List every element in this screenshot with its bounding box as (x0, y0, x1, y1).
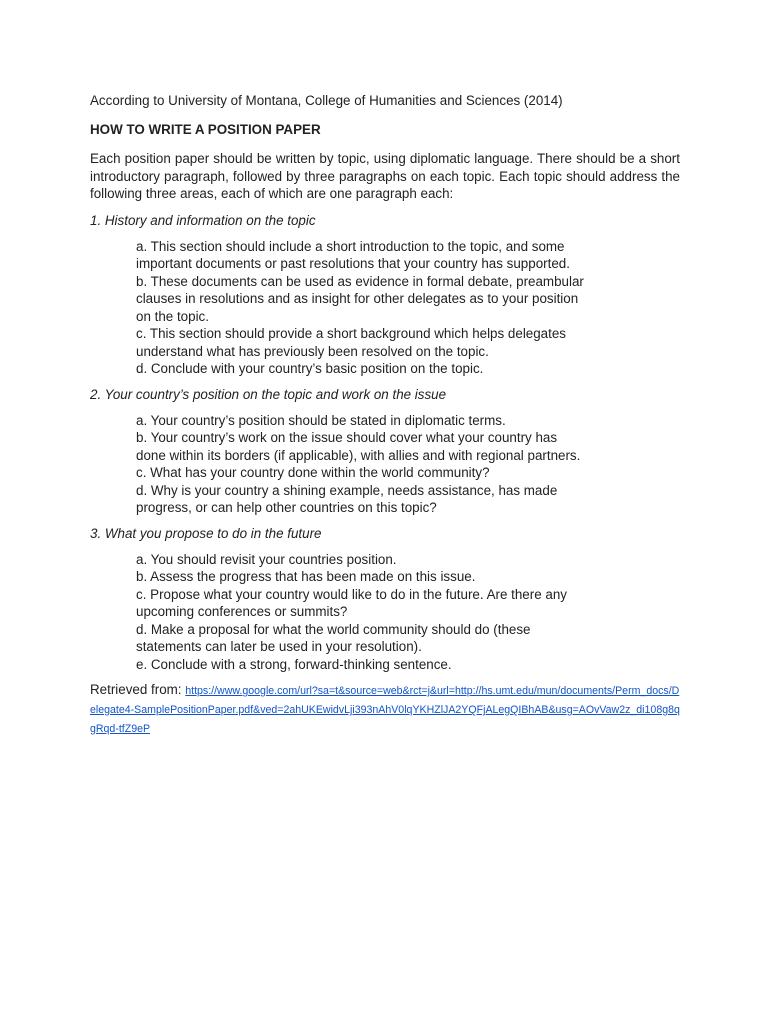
list-item: c. What has your country done within the world community? (136, 465, 490, 480)
source-line: According to University of Montana, College of Humanities and Sciences (2014) (90, 93, 563, 108)
intro-paragraph: Each position paper should be written by topic, using diplomatic language. There should be a short introductory paragraph, followed by three paragraphs on each topic. Each topic should address the following three areas, each of which are one paragraph each: (90, 151, 680, 201)
list-item: b. Your country’s work on the issue should cover what your country has done within its borders (if applicable), with allies and with regional partners. (136, 430, 581, 463)
list-item: c. Propose what your country would like to do in the future. Are there any upcoming conferences or summits? (136, 586, 567, 619)
list-item: e. Conclude with a strong, forward-thinking sentence. (136, 656, 452, 672)
list-item: d. Make a proposal for what the world community should do (these statements can later be used in your resolution). (136, 621, 531, 654)
section-items-future (136, 551, 586, 674)
section-heading-position: 2. Your country’s position on the topic and work on the issue (90, 386, 447, 402)
retrieved-label: Retrieved from: (90, 682, 182, 697)
list-item: b. These documents can be used as evidence in formal debate, preambular clauses in resolutions and as insight for other delegates as to your position on the topic. (136, 273, 584, 324)
retrieved-link[interactable]: https://www.google.com/url?sa=t&source=web&rct=j&url=http://hs.umt.edu/mun/documents/Perm_docs/Delegate4-SamplePositionPaper.pdf&ved=2ahUKEwidvLji393nAhV0lqYKHZlJA2YQFjALegQIBhAB&usg=AOvVaw2z_di108g8qgRqd-tfZ9eP (90, 685, 680, 735)
page-title: HOW TO WRITE A POSITION PAPER (90, 122, 321, 137)
list-item: d. Conclude with your country’s basic position on the topic. (136, 361, 484, 376)
section-heading-future: 3. What you propose to do in the future (90, 525, 322, 541)
list-item: c. This section should provide a short background which helps delegates understand what has previously been resolved on the topic. (136, 326, 566, 359)
list-item: a. Your country’s position should be stated in diplomatic terms. (136, 412, 506, 428)
list-item: a. You should revisit your countries position. (136, 551, 397, 567)
list-item: b. Assess the progress that has been made on this issue. (136, 569, 476, 584)
document-page (90, 92, 680, 738)
section-items-history (136, 238, 586, 378)
section-items-position (136, 412, 586, 517)
list-item: a. This section should include a short introduction to the topic, and some important documents or past resolutions that your country has supported. (136, 238, 570, 271)
list-item: d. Why is your country a shining example, needs assistance, has made progress, or can help other countries on this topic? (136, 482, 558, 515)
section-heading-history: 1. History and information on the topic (90, 212, 316, 228)
retrieved-from (90, 681, 680, 738)
